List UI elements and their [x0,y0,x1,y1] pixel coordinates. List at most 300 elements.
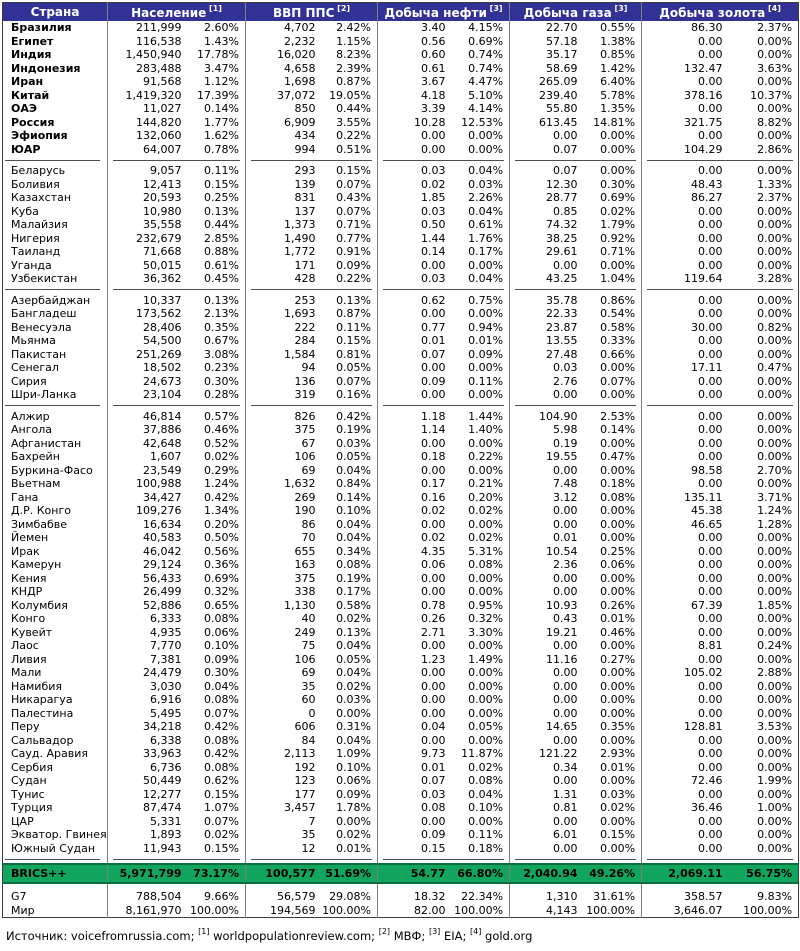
table-row [3,205,799,219]
share-cell: 2.37% [757,191,793,204]
share-cell: 0.00% [452,307,510,321]
share-cell: 0.35% [188,321,246,335]
share-cell: 0.04% [452,205,510,219]
value-cell: 56,579 [277,890,316,903]
value-cell: 60 [301,693,316,706]
share-cell: 0.42% [188,491,246,505]
value-cell: 0.77 [421,320,446,334]
table-row [3,321,799,335]
country-name: Сенегал [3,361,108,375]
share-cell: 0.10% [322,504,378,518]
value-cell: 5,495 [150,706,182,720]
value-cell: 0.14 [421,245,446,258]
footnote-ref: [2] [378,927,391,936]
country-name: Бангладеш [3,307,108,321]
share-cell: 0.04% [452,272,510,286]
source-text: gold.org [481,928,533,943]
value-cell: 1,632 [284,477,316,490]
share-cell: 0.02% [188,828,246,842]
share-cell: 1.35% [584,102,642,116]
value-cell: 12 [301,841,316,855]
footnote-ref: [1] [206,3,222,13]
value-cell: 0.78 [421,598,446,612]
value-cell: 0.09 [421,828,446,841]
country-name: Камерун [3,558,108,572]
value-cell: 104.90 [539,409,578,423]
share-cell: 0.04% [322,518,378,532]
share-cell: 0.07% [584,375,642,389]
value-cell: 137 [294,204,316,218]
value-cell: 10.28 [414,115,446,129]
share-cell: 4.14% [452,102,510,116]
value-cell: 0.00 [421,436,446,450]
table-row [3,572,799,586]
table-row [3,504,799,518]
share-cell: 0.25% [188,191,246,205]
country-name: Турция [3,801,108,815]
value-cell: 14.65 [546,720,578,733]
value-cell: 139 [294,177,316,191]
value-cell: 0.03 [421,204,446,218]
share-cell: 1.99% [757,774,793,787]
table-row [3,904,799,918]
share-cell: 0.28% [188,388,246,402]
value-cell: 0.07 [421,347,446,361]
share-cell: 0.02% [452,504,510,518]
footnote-ref: [3] [428,927,441,936]
country-name: Россия [3,116,108,130]
footnote-ref: [4] [765,3,781,13]
country-name: Йемен [3,531,108,545]
share-cell: 49.26% [584,864,642,883]
share-cell: 0.88% [188,245,246,259]
share-cell: 0.11% [452,375,510,389]
value-cell: 0.00 [698,841,723,855]
share-cell: 0.85% [584,48,642,62]
share-cell: 1.78% [322,801,378,815]
share-cell: 0.06% [584,558,642,572]
share-cell: 0.03% [452,178,510,192]
value-cell: 0.61 [421,61,446,75]
value-cell: 10,980 [143,204,182,218]
source-text: EIA; [440,928,471,943]
share-cell: 0.00% [757,477,793,490]
value-cell: 0.00 [553,258,578,272]
value-cell: 28,406 [143,320,182,334]
share-cell: 0.25% [584,545,642,559]
share-cell: 0.07% [322,375,378,389]
value-cell: 35 [301,679,316,693]
value-cell: 35 [301,828,316,841]
share-cell: 1.24% [188,477,246,491]
country-name: Сербия [3,761,108,775]
share-cell: 0.00% [452,437,510,451]
share-cell: 0.00% [757,258,793,272]
value-cell: 0.00 [421,666,446,679]
value-cell: 1,450,940 [125,48,182,61]
value-cell: 0.07 [421,774,446,787]
table-row [3,828,799,842]
value-cell: 1,893 [150,828,182,841]
footnote-ref: [4] [470,927,482,936]
table-row [3,842,799,856]
value-cell: 831 [294,191,316,204]
value-cell: 0.00 [698,747,723,760]
value-cell: 1,310 [546,890,578,903]
value-cell: 16,634 [143,517,182,531]
value-cell: 13.55 [546,334,578,347]
country-name: Узбекистан [3,272,108,286]
table-row [3,245,799,259]
value-cell: 0.50 [421,218,446,231]
table-row [3,450,799,464]
table-row [3,666,799,680]
value-cell: 1,130 [284,598,316,612]
value-cell: 123 [294,774,316,787]
value-cell: 0.00 [553,814,578,828]
share-cell: 0.00% [452,464,510,478]
share-cell: 0.65% [188,599,246,613]
share-cell: 0.00% [757,733,793,747]
share-cell: 2.37% [757,21,793,34]
share-cell: 0.00% [584,518,642,532]
value-cell: 86 [301,517,316,531]
column-header [246,3,378,22]
table-row [3,191,799,205]
country-name: Малайзия [3,218,108,232]
share-cell: 0.00% [452,734,510,748]
value-cell: 1.18 [421,409,446,423]
share-cell: 0.11% [188,164,246,178]
value-cell: 0.60 [421,48,446,61]
share-cell: 0.00% [584,361,642,375]
share-cell: 0.05% [322,653,378,667]
share-cell: 0.00% [584,464,642,478]
share-cell: 0.15% [188,788,246,802]
value-cell: 43.25 [546,272,578,285]
value-cell: 35.78 [546,293,578,307]
value-cell: 69 [301,666,316,679]
share-cell: 66.80% [452,864,510,883]
country-name: BRICS++ [3,864,108,883]
source-text: worldpopulationreview.com; [209,928,379,943]
value-cell: 69 [301,463,316,477]
share-cell: 1.33% [757,177,793,191]
table-row [3,599,799,613]
value-cell: 0.00 [698,409,723,423]
value-cell: 0.00 [553,774,578,787]
share-cell: 0.02% [322,612,378,626]
value-cell: 144,820 [136,115,182,129]
share-cell: 0.27% [584,653,642,667]
table-row [3,423,799,437]
value-cell: 37,886 [143,423,182,436]
value-cell: 106 [294,450,316,463]
value-cell: 0.00 [421,733,446,747]
share-cell: 0.00% [757,571,793,585]
share-cell: 0.00% [452,707,510,721]
table-row [3,585,799,599]
value-cell: 0.08 [421,801,446,814]
value-cell: 0.00 [553,639,578,652]
share-cell: 0.00% [452,680,510,694]
value-cell: 0.00 [698,48,723,61]
country-name: Куба [3,205,108,219]
value-cell: 269 [294,490,316,504]
share-cell: 0.69% [188,572,246,586]
share-cell: 0.23% [188,361,246,375]
share-cell: 0.00% [757,218,793,231]
value-cell: 7,381 [150,652,182,666]
value-cell: 84 [301,733,316,747]
country-name: Индонезия [3,62,108,76]
share-cell: 0.61% [452,218,510,232]
share-cell: 0.16% [322,388,378,402]
value-cell: 45.38 [691,504,723,517]
share-cell: 9.83% [757,890,793,903]
share-cell: 0.82% [757,320,793,334]
table-row [3,232,799,246]
share-cell: 1.40% [452,423,510,437]
table-row [3,218,799,232]
value-cell: 0.00 [698,245,723,258]
value-cell: 0.02 [421,531,446,544]
share-cell: 0.00% [584,693,642,707]
share-cell: 0.06% [188,626,246,640]
share-cell: 0.00% [757,814,793,828]
value-cell: 211,999 [136,21,182,34]
value-cell: 24,673 [143,374,182,388]
share-cell: 0.02% [188,450,246,464]
share-cell: 0.44% [188,218,246,232]
value-cell: 2.76 [553,374,578,388]
share-cell: 0.14% [584,423,642,437]
share-cell: 0.00% [757,841,793,855]
value-cell: 0.01 [421,334,446,347]
value-cell: 1,419,320 [125,88,182,102]
value-cell: 0.00 [698,814,723,828]
value-cell: 0.00 [698,388,723,401]
value-cell: 23,549 [143,463,182,477]
share-cell: 0.71% [322,218,378,232]
share-cell: 0.01% [584,612,642,626]
value-cell: 0.00 [698,625,723,639]
value-cell: 23.87 [546,320,578,334]
value-cell: 0.00 [553,733,578,747]
value-cell: 0.00 [553,706,578,720]
share-cell: 4.15% [452,21,510,35]
share-cell: 0.31% [322,720,378,734]
value-cell: 34,427 [143,490,182,504]
share-cell: 0.00% [584,259,642,273]
value-cell: 6.01 [553,828,578,841]
share-cell: 0.00% [584,143,642,157]
value-cell: 98.58 [691,463,723,477]
value-cell: 613.45 [539,115,578,129]
share-cell: 0.18% [452,842,510,856]
share-cell: 0.00% [757,558,793,571]
value-cell: 100,577 [246,864,322,883]
value-cell: 788,504 [136,890,182,903]
share-cell: 0.22% [452,450,510,464]
country-name: Гана [3,491,108,505]
value-cell: 1,607 [150,450,182,463]
group-separator [3,286,799,294]
value-cell: 10,337 [143,293,182,307]
value-cell: 33,963 [143,747,182,760]
country-name: Китай [3,89,108,103]
value-cell: 136 [294,374,316,388]
value-cell: 0.06 [421,558,446,571]
value-cell: 35,558 [143,218,182,231]
value-cell: 0.00 [698,204,723,218]
value-cell: 0.00 [421,706,446,720]
value-cell: 22.33 [546,307,578,320]
value-cell: 35.17 [546,48,578,61]
share-cell: 0.00% [452,143,510,157]
value-cell: 0.07 [553,142,578,156]
share-cell: 0.44% [322,102,378,116]
share-cell: 0.00% [584,707,642,721]
value-cell: 0.00 [698,129,723,142]
value-cell: 319 [294,388,316,401]
share-cell: 0.02% [452,761,510,775]
value-cell: 375 [294,423,316,436]
share-cell: 0.05% [322,361,378,375]
table-row [3,864,799,883]
country-name: КНДР [3,585,108,599]
share-cell: 22.34% [452,890,510,904]
share-cell: 0.91% [322,245,378,259]
share-cell: 0.15% [322,334,378,348]
share-cell: 0.07% [322,205,378,219]
share-cell: 1.77% [188,116,246,130]
share-cell: 0.07% [322,178,378,192]
share-cell: 0.74% [452,48,510,62]
value-cell: 94 [301,361,316,374]
table-row [3,531,799,545]
table-row [3,35,799,49]
country-name: ЮАР [3,143,108,157]
value-cell: 52,886 [143,598,182,612]
value-cell: 0.00 [421,463,446,477]
value-cell: 67.39 [691,598,723,612]
table-row [3,116,799,130]
country-name: Ангола [3,423,108,437]
share-cell: 3.63% [757,61,793,75]
country-name: Зимбабве [3,518,108,532]
share-cell: 0.02% [584,205,642,219]
table-body [3,21,799,918]
share-cell: 1.07% [188,801,246,815]
share-cell: 1.62% [188,129,246,143]
share-cell: 19.05% [322,89,378,103]
share-cell: 0.00% [452,518,510,532]
value-cell: 30.00 [691,320,723,334]
share-cell: 0.08% [188,761,246,775]
value-cell: 0.00 [553,517,578,531]
share-cell: 10.37% [750,88,793,102]
share-cell: 2.53% [584,410,642,424]
value-cell: 232,679 [136,231,182,245]
share-cell: 1.38% [584,35,642,49]
value-cell: 104.29 [684,142,723,156]
value-cell: 2.71 [421,625,446,639]
value-cell: 0.00 [421,585,446,598]
share-cell: 17.39% [188,89,246,103]
share-cell: 0.04% [322,531,378,545]
share-cell: 8.82% [757,115,793,129]
share-cell: 0.34% [322,545,378,559]
share-cell: 0.04% [322,464,378,478]
share-cell: 0.47% [757,361,793,374]
share-cell: 0.00% [757,747,793,760]
value-cell: 37,072 [277,88,316,102]
table-row [3,788,799,802]
share-cell: 0.94% [452,321,510,335]
table-row [3,21,799,35]
value-cell: 0.00 [698,307,723,320]
share-cell: 0.78% [188,143,246,157]
share-cell: 0.19% [322,572,378,586]
share-cell: 0.15% [188,842,246,856]
value-cell: 132,060 [136,129,182,142]
share-cell: 0.66% [584,348,642,362]
share-cell: 100.00% [584,904,642,918]
value-cell: 194,569 [270,903,316,917]
share-cell: 0.05% [452,720,510,734]
share-cell: 0.06% [322,774,378,788]
value-cell: 0.19 [553,436,578,450]
value-cell: 27.48 [546,347,578,361]
table-row [3,612,799,626]
share-cell: 1.43% [188,35,246,49]
share-cell: 0.00% [757,706,793,720]
value-cell: 0.00 [698,612,723,625]
share-cell: 0.00% [757,374,793,388]
value-cell: 6,909 [284,115,316,129]
share-cell: 0.03% [322,437,378,451]
column-header [378,3,510,22]
value-cell: 74.32 [546,218,578,231]
share-cell: 1.42% [584,62,642,76]
share-cell: 6.40% [584,75,642,89]
share-cell: 0.77% [322,232,378,246]
value-cell: 284 [294,334,316,347]
table-row [3,294,799,308]
value-cell: 0.16 [421,490,446,504]
country-name: Судан [3,774,108,788]
value-cell: 0.00 [698,531,723,544]
value-cell: 0.09 [421,374,446,388]
value-cell: 0.00 [698,347,723,361]
share-cell: 0.00% [757,75,793,88]
value-cell: 0.00 [698,477,723,490]
share-cell: 9.66% [188,890,246,904]
share-cell: 0.03% [322,693,378,707]
country-name: Алжир [3,410,108,424]
share-cell: 11.87% [452,747,510,761]
header-row [3,3,799,22]
value-cell: 67 [301,436,316,450]
value-cell: 19.21 [546,625,578,639]
share-cell: 0.07% [188,815,246,829]
column-header-label: Добыча нефти [384,5,487,20]
share-cell: 0.00% [757,409,793,423]
share-cell: 0.87% [322,75,378,89]
value-cell: 87,474 [143,801,182,814]
share-cell: 3.08% [188,348,246,362]
